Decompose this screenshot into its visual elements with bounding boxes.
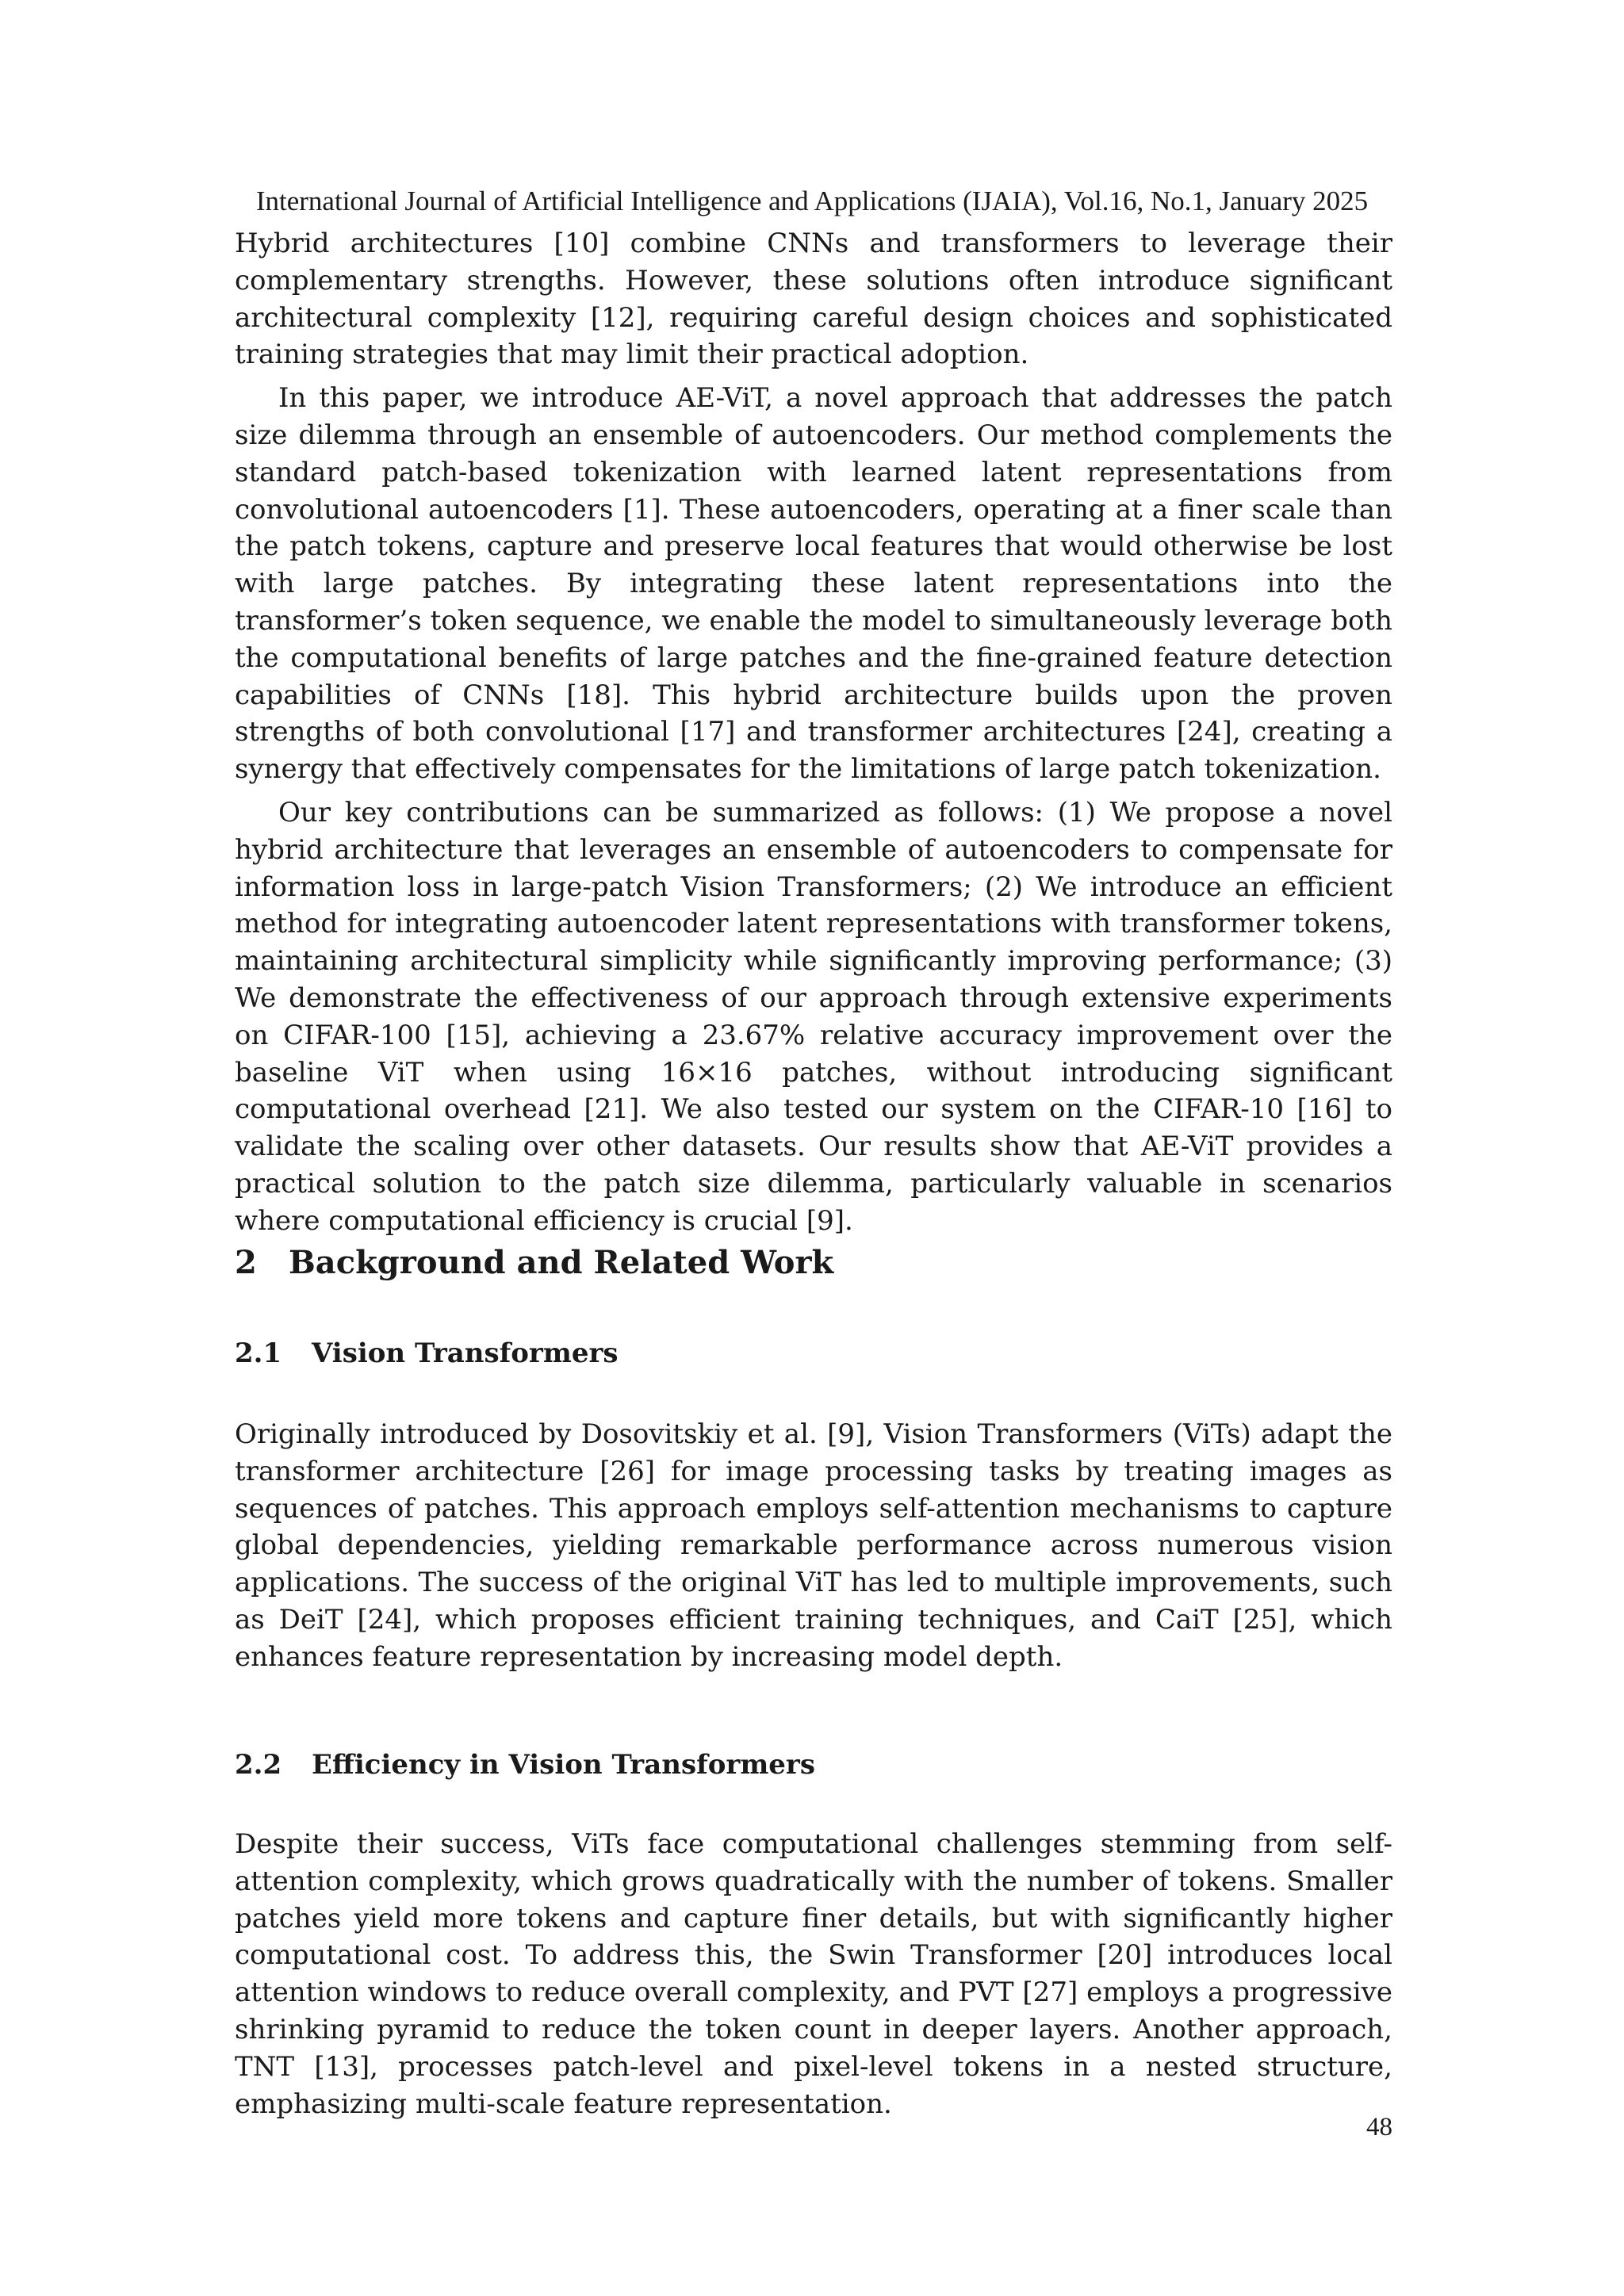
subsection-2-2-heading-block	[235, 1747, 1392, 1782]
subsection-2-1-body-block	[235, 1416, 1392, 1676]
intro-block	[235, 225, 1392, 1240]
subsection-heading	[235, 1336, 1392, 1371]
paragraph-contributions: Our key contributions can be summarized as follows: (1) We propose a novel hybrid architecture that leverages an ensemble of autoencoders to compensate for information loss in large-patch Vision Transformers; (2) We introduce an efficient method for integrating autoencoder latent representations with transformer tokens, maintaining architectural simplicity while significantly improving performance; (3) We demonstrate the effectiveness of our approach through extensive experiments on CIFAR-100 [15], achieving a 23.67% relative accuracy improvement over the baseline ViT when using 16×16 patches, without introducing significant computational overhead [21]. We also tested our system on the CIFAR-10 [16] to validate the scaling over other datasets. Our results show that AE-ViT provides a practical solution to the patch size dilemma, particularly valuable in scenarios where computational efficiency is crucial [9].	[235, 796, 1392, 1237]
subsection-title: Efficiency in Vision Transformers	[312, 1749, 815, 1781]
subsection-2-1-heading-block	[235, 1336, 1392, 1371]
subsection-heading	[235, 1747, 1392, 1782]
subsection-number: 2.2	[235, 1749, 282, 1781]
paragraph-efficiency: Despite their success, ViTs face computational challenges stemming from self-attention complexity, which grows quadratically with the number of tokens. Smaller patches yield more tokens and capture finer details, but with significantly higher computational cost. To address this, the Swin Transformer [20] introduces local attention windows to reduce overall complexity, and PVT [27] employs a progressive shrinking pyramid to reduce the token count in deeper layers. Another approach, TNT [13], processes patch-level and pixel-level tokens in a nested structure, emphasizing multi-scale feature representation.	[235, 1828, 1392, 2120]
page-number: 48	[1366, 2113, 1392, 2141]
section-title: Background and Related Work	[289, 1244, 834, 1281]
section-2	[235, 1243, 1392, 1283]
running-header: International Journal of Artificial Intelligence and Applications (IJAIA), Vol.16, No.1, January 2025	[255, 186, 1369, 216]
section-number: 2	[235, 1244, 257, 1281]
subsection-number: 2.1	[235, 1337, 282, 1369]
section-heading	[235, 1243, 1392, 1283]
subsection-title: Vision Transformers	[312, 1337, 619, 1369]
paragraph-hybrid-architectures: Hybrid architectures [10] combine CNNs and transformers to leverage their complementary strengths. However, these solutions often introduce significant architectural complexity [12], requiring careful design choices and sophisticated training strategies that may limit their practical adoption.	[235, 228, 1392, 371]
paragraph-ae-vit-introduction: In this paper, we introduce AE-ViT, a novel approach that addresses the patch size dilemma through an ensemble of autoencoders. Our method complements the standard patch-based tokenization with learned latent representations from convolutional autoencoders [1]. These autoencoders, operating at a finer scale than the patch tokens, capture and preserve local features that would otherwise be lost with large patches. By integrating these latent representations into the transformer’s token sequence, we enable the model to simultaneously leverage both the computational benefits of large patches and the fine-grained feature detection capabilities of CNNs [18]. This hybrid architecture builds upon the proven strengths of both convolutional [17] and transformer architectures [24], creating a synergy that effectively compensates for the limitations of large patch tokenization.	[235, 382, 1392, 786]
paragraph-vision-transformers: Originally introduced by Dosovitskiy et al. [9], Vision Transformers (ViTs) adapt the transformer architecture [26] for image processing tasks by treating images as sequences of patches. This approach employs self-attention mechanisms to capture global dependencies, yielding remarkable performance across numerous vision applications. The success of the original ViT has led to multiple improvements, such as DeiT [24], which proposes efficient training techniques, and CaiT [25], which enhances feature representation by increasing model depth.	[235, 1418, 1392, 1673]
subsection-2-2-body-block	[235, 1826, 1392, 2122]
